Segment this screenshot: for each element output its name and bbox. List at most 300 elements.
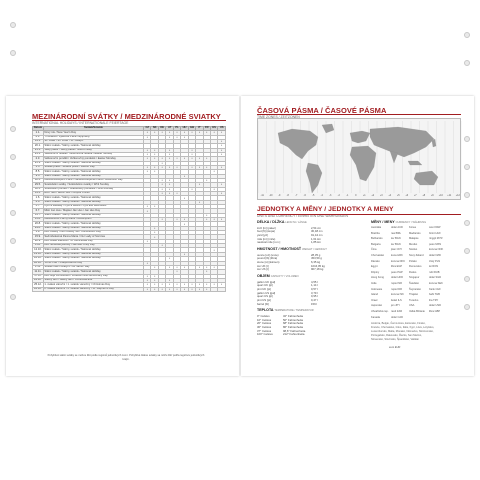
holiday-country-mark: • bbox=[218, 183, 226, 187]
holiday-date: 11.11. bbox=[34, 269, 42, 273]
holiday-country-mark: • bbox=[166, 257, 173, 261]
currency-code: lei RON bbox=[429, 265, 439, 269]
holiday-name: Boží Tělo / Božie Telo / Corpus Christi bbox=[43, 192, 143, 196]
holiday-country-mark: • bbox=[196, 283, 203, 287]
holiday-country-mark: • bbox=[181, 196, 189, 200]
weight-subheading: WEIGHT / GEWICHT bbox=[302, 248, 327, 251]
currency-code: peso MXN bbox=[429, 242, 442, 246]
timezone-label: +10 bbox=[438, 194, 443, 197]
length-row: nautical mile [n.m.] 1,85 km bbox=[257, 240, 321, 245]
column-header-de: DE bbox=[160, 126, 165, 130]
holiday-country-mark: • bbox=[158, 165, 165, 169]
volume-row: quart US [qt] 0,95 l bbox=[257, 294, 318, 299]
holiday-date: 21.1. bbox=[33, 148, 44, 152]
column-header-pl: PL bbox=[175, 126, 179, 130]
binding-hole bbox=[464, 192, 470, 198]
column-header-fr: FR bbox=[204, 126, 209, 130]
holiday-date: 26.12. bbox=[34, 287, 42, 290]
temperature-heading: TEPLOTA TEMPERATURE / TEMPERATUR bbox=[257, 308, 314, 313]
holiday-country-mark: • bbox=[166, 157, 173, 161]
holiday-country-mark: • bbox=[144, 209, 151, 213]
holiday-country-mark: • bbox=[151, 274, 158, 278]
holiday-name: Státní svátek / Štátny sviatok / National Holiday bbox=[43, 200, 143, 204]
currency-country: Jihoafrická rep. bbox=[371, 310, 389, 313]
holiday-country-mark: • bbox=[144, 135, 151, 139]
currency-code: real BRL bbox=[391, 231, 402, 235]
euro-label: euro EUR bbox=[389, 346, 401, 349]
weight-row: pound [lb] (libra) 453,59 g bbox=[257, 256, 322, 261]
holiday-country-mark: • bbox=[166, 278, 173, 282]
column-header-cz: CZ bbox=[145, 126, 150, 130]
holiday-country-mark: • bbox=[203, 131, 210, 135]
length-row: inch [in] (palec) 2,54 cm bbox=[257, 225, 321, 230]
length-subheading: LENGTH / LÄNGE bbox=[285, 221, 307, 224]
currency-country: Austrália bbox=[371, 226, 382, 229]
holiday-country-mark: • bbox=[158, 192, 165, 196]
weight-row: ounce [oz] (unce) 28,35 g bbox=[257, 252, 321, 257]
holiday-date: 2.6. bbox=[33, 200, 44, 204]
currency-country: Izrael bbox=[371, 298, 378, 302]
volume-row: barrel [bl] 159 l bbox=[257, 301, 318, 306]
binding-hole bbox=[464, 276, 470, 282]
holiday-name: Státní svátek / Štátny sviatok / National Holiday bbox=[43, 174, 143, 178]
holiday-country-mark: • bbox=[144, 239, 151, 243]
holiday-country-mark: • bbox=[151, 226, 158, 230]
holiday-country-mark: • bbox=[158, 161, 165, 165]
length-row: foot [ft] (stopa) 30,48 cm bbox=[257, 229, 323, 234]
currency-code: rupie INR bbox=[391, 282, 402, 285]
currency-code: koruna SEK bbox=[429, 282, 443, 285]
holiday-country-mark: • bbox=[218, 144, 226, 148]
holiday-name: Tři králové / Zjavenie Pána / Epiphany bbox=[43, 135, 143, 139]
holiday-country-mark: • bbox=[218, 192, 226, 196]
holiday-country-mark: • bbox=[203, 157, 210, 161]
binding-hole bbox=[464, 136, 470, 142]
binding-hole bbox=[464, 32, 470, 38]
holiday-name: Svátek práce / Sviatok práce / Labour Day bbox=[43, 165, 143, 169]
holiday-date: 18.5. bbox=[33, 178, 44, 182]
weight-row: ton UK [t] 1016,05 kg bbox=[257, 263, 325, 268]
timezone-label: -1 bbox=[346, 194, 349, 197]
column-header-sv-tek-sviatok: Svátek/Sviatok bbox=[43, 127, 143, 131]
holiday-country-mark: • bbox=[166, 148, 173, 152]
currency-country: Kanada bbox=[371, 315, 380, 319]
holiday-country-mark: • bbox=[203, 287, 210, 291]
timezone-label: -3 bbox=[329, 194, 332, 197]
holiday-country-mark: • bbox=[218, 165, 226, 169]
holiday-country-mark: • bbox=[151, 131, 158, 135]
timezone-label: +9 bbox=[430, 194, 434, 197]
holiday-country-mark: • bbox=[158, 218, 165, 222]
binding-hole bbox=[464, 60, 470, 66]
holiday-country-mark: • bbox=[151, 205, 158, 209]
timezone-label: +2 bbox=[371, 194, 375, 197]
holiday-name: Svatodušní pondělí / Svätodušný pondelok / Whit Monday bbox=[43, 187, 143, 191]
holiday-name: Státní svátek / Štátny sviatok / National Holiday bbox=[43, 144, 143, 148]
currency-code: koruna NOK bbox=[429, 248, 444, 252]
currency-code: dolar NZD bbox=[429, 254, 441, 257]
holiday-date: 15.9. bbox=[33, 235, 44, 239]
holiday-name: Den Ústavy / Deň Ústavy SR / Constitution Day bbox=[43, 231, 143, 235]
holiday-country-mark: • bbox=[196, 157, 203, 161]
currency-code: dolar SGD bbox=[429, 276, 442, 280]
holiday-date: 6.7. bbox=[33, 209, 44, 213]
currency-code: ringgit MYR bbox=[429, 237, 443, 241]
binding-hole bbox=[10, 266, 16, 272]
holiday-country-mark: • bbox=[144, 283, 151, 287]
currency-country: Filipíny bbox=[371, 270, 380, 274]
currency-code: won KRW bbox=[429, 226, 441, 229]
holiday-date: 1.6. bbox=[33, 196, 44, 200]
holiday-country-mark: • bbox=[188, 157, 196, 161]
holiday-country-mark: • bbox=[173, 265, 180, 269]
timezones-title: ČASOVÁ PÁSMA / ČASOVÉ PÁSMA bbox=[257, 106, 387, 115]
timezone-label: -10 bbox=[269, 194, 273, 197]
holiday-name: Den boje za svobodu / Freedom and Democracy Day bbox=[43, 274, 143, 278]
holiday-country-mark: • bbox=[181, 252, 189, 256]
currency-country: USA bbox=[409, 304, 415, 308]
holiday-country-mark: • bbox=[144, 261, 151, 265]
binding-hole bbox=[464, 220, 470, 226]
holiday-country-mark: • bbox=[188, 148, 196, 152]
holiday-date: 17.11. bbox=[34, 274, 42, 277]
holiday-date: 1.1. bbox=[33, 131, 44, 135]
temperature-row: 0° Celsius 32° Fahrenheita bbox=[257, 313, 303, 318]
holiday-country-mark: • bbox=[151, 235, 158, 239]
temperature-row: 37° Celsius 98,6° Fahrenheita bbox=[257, 328, 306, 333]
holiday-date: 14.1. bbox=[33, 139, 44, 143]
holiday-country-mark: • bbox=[181, 287, 189, 291]
holiday-country-mark: • bbox=[144, 131, 151, 135]
holiday-name: Den české státnosti / St. Wenceslas Day bbox=[43, 239, 143, 243]
holiday-date: 3.10. bbox=[33, 244, 44, 248]
holiday-country-mark: • bbox=[173, 270, 180, 274]
currency-country: Švédsko bbox=[409, 282, 419, 285]
holiday-country-mark: • bbox=[188, 287, 196, 291]
holiday-country-mark: • bbox=[173, 157, 180, 161]
holiday-country-mark: • bbox=[203, 165, 210, 169]
currency-code: forint HUF bbox=[429, 231, 441, 235]
currency-country: Bulgaria bbox=[371, 242, 381, 246]
holiday-name: Státní svátek / Štátny sviatok / National Holiday bbox=[43, 257, 143, 261]
timezone-label: +12 bbox=[455, 194, 460, 197]
currency-code: zlotý PLN bbox=[429, 259, 441, 263]
currency-code: kuna HRK bbox=[391, 254, 403, 257]
holiday-date: 8.5. bbox=[33, 170, 44, 174]
binding-hole bbox=[10, 126, 16, 132]
binding-hole bbox=[10, 182, 16, 188]
holiday-name: Sv. Josef / Sv. Jozef / St. Joseph bbox=[43, 139, 143, 143]
holiday-country-mark: • bbox=[166, 152, 173, 156]
timezones-page bbox=[241, 96, 474, 376]
holiday-country-mark: • bbox=[210, 283, 217, 287]
timezone-label: +4 bbox=[388, 194, 392, 197]
holiday-country-mark: • bbox=[166, 187, 173, 191]
column-header-hu: HU bbox=[182, 126, 187, 130]
holiday-name: Sedmibolestná Panna Maria / Our Lady of Sorrows bbox=[43, 235, 143, 239]
holiday-country-mark: • bbox=[181, 222, 189, 226]
currency-country: Norsko bbox=[409, 248, 418, 252]
timezone-label: -6 bbox=[303, 194, 306, 197]
currency-code: baht THB bbox=[429, 293, 440, 297]
timezone-label: +6 bbox=[405, 194, 409, 197]
holiday-date: 6.1. bbox=[33, 135, 44, 139]
holiday-date: 28.10. bbox=[34, 261, 42, 264]
continent-asia bbox=[370, 127, 434, 157]
holiday-country-mark: • bbox=[158, 183, 165, 187]
weight-heading: HMOTNOST / HMOTNOSŤ WEIGHT / GEWICHT bbox=[257, 247, 327, 251]
holiday-country-mark bbox=[210, 287, 217, 291]
holiday-country-mark: • bbox=[173, 283, 180, 287]
currency-code: dolar CAD bbox=[391, 315, 403, 319]
holiday-country-mark: • bbox=[173, 135, 180, 139]
holiday-country-mark: • bbox=[166, 165, 173, 169]
temperature-row: 30° Celsius 86° Fahrenheita bbox=[257, 325, 303, 329]
holiday-country-mark: • bbox=[173, 192, 180, 196]
holiday-country-mark: • bbox=[158, 187, 165, 191]
holiday-name: Nanebevstoupení Páně / Nanebovstúpenie Pána / Ascension Day bbox=[43, 178, 143, 182]
currency-code: lira TRY bbox=[429, 298, 439, 302]
timezones-subtitle: TIME ZONES / ZEITZONEN bbox=[257, 114, 300, 119]
holiday-country-mark: • bbox=[158, 178, 165, 182]
temperature-row: 10° Celsius 50° Fahrenheita bbox=[257, 317, 303, 322]
currency-country: Bulharsko bbox=[371, 237, 383, 241]
currency-code: koruna DKK bbox=[391, 259, 405, 263]
holiday-country-mark: • bbox=[218, 218, 226, 222]
holiday-name: 2. svátek vánoční / 2. sviatok vianočný / St. Stephen's Day bbox=[43, 287, 143, 291]
column-header-gb: GB bbox=[190, 126, 195, 130]
holiday-country-mark: • bbox=[181, 157, 189, 161]
continent-africa bbox=[350, 146, 376, 181]
holiday-country-mark: • bbox=[151, 287, 158, 291]
holiday-country-mark: • bbox=[166, 131, 173, 135]
holiday-country-mark: • bbox=[210, 170, 217, 174]
holiday-country-mark: • bbox=[203, 218, 210, 222]
holiday-name: Velikonoční neděle / Veľkonočná nedeľa / Easter Sunday bbox=[43, 152, 143, 156]
holiday-name: Státní svátek / Štátny sviatok / National Holiday bbox=[43, 252, 143, 256]
world-map-svg bbox=[258, 119, 462, 201]
world-map bbox=[257, 118, 461, 200]
continent-north-america bbox=[278, 129, 318, 159]
holiday-country-mark: • bbox=[210, 131, 217, 135]
currency-country: Nový Zéland bbox=[409, 254, 424, 257]
table-body bbox=[33, 131, 226, 292]
timezone-label: -11 bbox=[260, 194, 264, 197]
timezones-rule bbox=[257, 114, 461, 115]
units-subtitle: UNITS AND CURRENCY / EINHEITEN UND WÄHRUNGEN bbox=[257, 214, 348, 218]
holiday-country-mark: • bbox=[196, 165, 203, 169]
table-row bbox=[33, 287, 226, 291]
holiday-date: 12.10. bbox=[34, 247, 42, 251]
holiday-date: 20.8. bbox=[33, 222, 44, 226]
currency-code: lev BGN bbox=[391, 242, 401, 246]
holiday-country-mark: • bbox=[196, 287, 203, 291]
holiday-date: 2.3. bbox=[33, 157, 44, 161]
holiday-country-mark: • bbox=[151, 157, 158, 161]
currency-code: dolar AUD bbox=[391, 226, 403, 229]
column-header-at: AT bbox=[166, 127, 173, 131]
currency-code: šekel ILS bbox=[391, 298, 402, 302]
holiday-country-mark: • bbox=[151, 165, 158, 169]
timezone-label: +3 bbox=[379, 194, 383, 197]
currency-country: Švýcarsko bbox=[409, 287, 421, 291]
holiday-country-mark: • bbox=[181, 135, 189, 139]
holiday-name: Státní svátek / Štátny sviatok / National Holiday bbox=[43, 226, 143, 230]
currency-code: jen JPY bbox=[391, 304, 400, 308]
holiday-country-mark: • bbox=[144, 274, 151, 278]
holiday-country-mark: • bbox=[188, 152, 196, 156]
column-header-es: ES bbox=[212, 126, 216, 130]
currency-code: libra GBP bbox=[429, 310, 441, 313]
holiday-country-mark: • bbox=[218, 152, 226, 156]
holiday-name: Státní svátek / Štátny sviatok / National Holiday bbox=[43, 213, 143, 217]
volume-row: gallon UK [gal] 4,55 l bbox=[257, 279, 318, 284]
holiday-date: 28.9. bbox=[33, 239, 44, 243]
currency-country: Brazília bbox=[371, 231, 380, 235]
holiday-country-mark: • bbox=[210, 265, 217, 269]
holiday-date: 29.8. bbox=[33, 226, 44, 230]
holiday-country-mark: • bbox=[203, 178, 210, 182]
holiday-name: 1. svátek vánoční / 1. sviatok vianočný / Christmas Day bbox=[43, 283, 143, 287]
holiday-country-mark: • bbox=[218, 283, 226, 287]
currency-code: dolar USD bbox=[429, 304, 441, 308]
holiday-date: 29.5. bbox=[33, 183, 44, 187]
holiday-country-mark: • bbox=[188, 131, 196, 135]
holiday-country-mark: • bbox=[151, 152, 158, 156]
holiday-name: Cyril a Metoděj / Cyril a Metod / Cyril and Methodius bbox=[43, 205, 143, 209]
holiday-name: Velký pátek / Veľký piatok / Good Friday bbox=[43, 148, 143, 152]
volume-row: gallon US [gal] 3,79 l bbox=[257, 290, 318, 295]
holiday-country-mark: • bbox=[188, 187, 196, 191]
currency-code: jüan CNY bbox=[391, 248, 403, 252]
holiday-date: 1.5. bbox=[33, 165, 44, 169]
holiday-country-mark: • bbox=[166, 178, 173, 182]
volume-row: pint UK [pt] 0,57 l bbox=[257, 286, 318, 291]
timezone-label: -9 bbox=[278, 194, 281, 197]
timezone-label: +7 bbox=[413, 194, 417, 197]
holiday-country-mark: • bbox=[218, 148, 226, 152]
holiday-country-mark: • bbox=[158, 287, 165, 291]
holidays-page bbox=[6, 96, 239, 376]
holiday-country-mark: • bbox=[166, 283, 173, 287]
holiday-name: Nový rok / New Year's Day bbox=[43, 131, 143, 135]
currency-country: Dánsko bbox=[371, 259, 380, 263]
holiday-country-mark: • bbox=[144, 205, 151, 209]
holiday-country-mark: • bbox=[151, 278, 158, 282]
currency-code: frank CHF bbox=[429, 287, 441, 291]
binding-hole bbox=[464, 304, 470, 310]
holiday-country-mark: • bbox=[196, 200, 203, 204]
holiday-name: Státní svátek / Štátny sviatok / National Holiday bbox=[43, 196, 143, 200]
temperature-subheading: TEMPERATURE / TEMPERATUR bbox=[274, 309, 314, 313]
holiday-date: 31.5. bbox=[33, 192, 44, 196]
currency-code: rubl RUB bbox=[429, 270, 440, 274]
holiday-country-mark: • bbox=[218, 131, 226, 135]
currency-country: Hong Kong bbox=[371, 276, 384, 280]
holiday-country-mark: • bbox=[151, 170, 158, 174]
holiday-country-mark: • bbox=[181, 131, 189, 135]
currency-country: Indonesie bbox=[371, 287, 383, 291]
timezone-label: 0 bbox=[355, 194, 357, 197]
holiday-country-mark: • bbox=[218, 139, 226, 143]
timezone-label: +11 bbox=[447, 194, 452, 197]
holidays-footnote: Pohyblivé státní svátky se mohou lišit podle regionů jednotlivých zemí. Pohyblivé štátne sviatky sa môžu líšiť podľa regiónov jednotlivých krajín. bbox=[47, 354, 205, 361]
holiday-country-mark: • bbox=[188, 165, 196, 169]
timezone-label: -5 bbox=[312, 194, 315, 197]
currency-code: dolar HKD bbox=[391, 276, 403, 280]
volume-subheading: CAPACITY / VOLUMEN bbox=[270, 275, 299, 278]
volume-row: pint US [pt] 0,47 l bbox=[257, 298, 318, 302]
holiday-date: 15.8. bbox=[33, 218, 44, 222]
holiday-date: 24.12. bbox=[34, 278, 42, 282]
currency-country: Rusko bbox=[409, 270, 417, 274]
currency-country: Japonsko bbox=[371, 304, 383, 308]
holiday-name: Den německé jednoty / German Unity Day bbox=[43, 244, 143, 248]
holiday-country-mark: • bbox=[144, 278, 151, 282]
binding-hole bbox=[10, 238, 16, 244]
timezone-label: +5 bbox=[396, 194, 400, 197]
holiday-date: 25.3. bbox=[33, 161, 44, 165]
holiday-country-mark: • bbox=[210, 187, 217, 191]
currency-country: Egypt bbox=[371, 265, 378, 269]
holiday-country-mark: • bbox=[181, 174, 189, 178]
currency-country: Singapur bbox=[409, 276, 420, 280]
currency-country: Thajsko bbox=[409, 293, 419, 297]
units-rule bbox=[257, 214, 461, 215]
continent-greenland bbox=[322, 124, 334, 133]
continent-south-america bbox=[306, 163, 322, 193]
currency-code: rand ZAR bbox=[391, 310, 403, 313]
title-rule bbox=[32, 120, 226, 121]
holiday-country-mark: • bbox=[158, 131, 165, 135]
holiday-country-mark: • bbox=[181, 265, 189, 269]
holiday-date: 9.5. bbox=[33, 174, 44, 178]
holiday-name: Státní svátek / Štátny sviatok / National Holiday bbox=[43, 248, 143, 252]
currency-country: Čína bbox=[371, 248, 377, 252]
holiday-country-mark: • bbox=[144, 152, 151, 156]
holiday-date: 30.5. bbox=[33, 187, 44, 191]
holiday-country-mark: • bbox=[188, 283, 196, 287]
holiday-country-mark: • bbox=[166, 135, 173, 139]
holiday-country-mark: • bbox=[210, 248, 217, 252]
holiday-country-mark: • bbox=[151, 283, 158, 287]
holiday-country-mark: • bbox=[158, 244, 165, 248]
holiday-date: 5.7. bbox=[33, 205, 44, 209]
euro-countries: Andorra, Belgie, Černá Hora, Estonsko, Finsko, Francie, Chorvatsko, Irsko, Itálie, Kypr, Litva, Lotyšsko, Lucembursko, Malta, Monako, Německo, Nizozemsko, Portugalsko, Rakousko, Řecko, San Marino, Slovensko, Slovinsko, Španělsko, Vatikán bbox=[371, 322, 435, 341]
binding-hole bbox=[10, 50, 16, 56]
timezone-label-row bbox=[258, 194, 462, 200]
timezone-label: -2 bbox=[337, 194, 340, 197]
column-header-it: IT bbox=[196, 127, 203, 131]
timezone-label: -4 bbox=[320, 194, 323, 197]
length-row: mile [mi] (míle) 1,61 km bbox=[257, 236, 321, 241]
holiday-date: 1.9. bbox=[33, 231, 44, 235]
currency-country: Malajsie bbox=[409, 237, 419, 241]
holiday-country-mark: • bbox=[203, 265, 210, 269]
holiday-country-mark: • bbox=[196, 131, 203, 135]
binding-hole bbox=[10, 22, 16, 28]
weight-row: stone [st] (kámen) 6,35 kg bbox=[257, 259, 321, 264]
currency-subheading: CURRENCY / WÄHRUNG bbox=[395, 221, 427, 224]
holiday-date: 25.12. bbox=[34, 282, 42, 286]
holiday-country-mark: • bbox=[151, 148, 158, 152]
length-row: yard [yd] 91,44 cm bbox=[257, 232, 323, 237]
continent-europe bbox=[350, 131, 370, 143]
holiday-name: Mistr Jan Hus / Majster Ján Hus / Jan Hus Day bbox=[43, 209, 143, 213]
currency-country: Chorvatsko bbox=[371, 254, 385, 257]
holiday-country-mark: • bbox=[173, 131, 180, 135]
holiday-country-mark: • bbox=[166, 265, 173, 269]
